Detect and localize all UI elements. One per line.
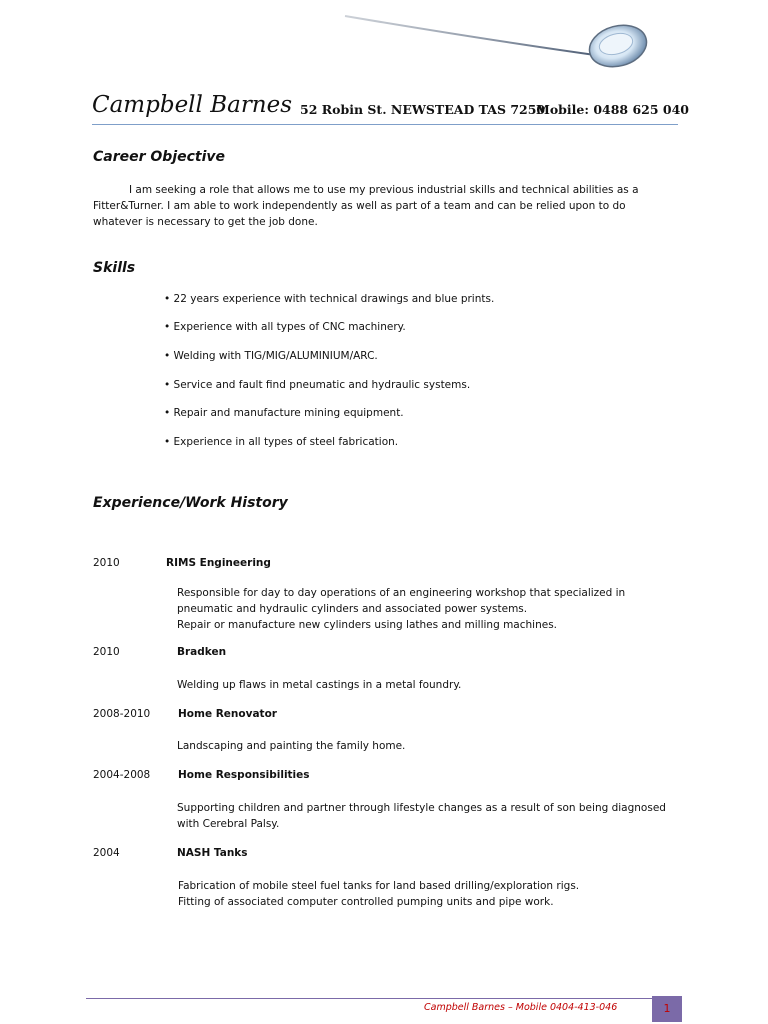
header-divider [92, 124, 678, 125]
skill-item: • Service and fault find pneumatic and hydraulic systems. [164, 379, 471, 391]
candidate-name: Campbell Barnes [92, 92, 293, 118]
job-description-line: Fitting of associated computer controlled pumping units and pipe work. [178, 896, 554, 908]
job-description [177, 677, 461, 693]
job-description-line: Responsible for day to day operations of an engineering workshop that specialized in [177, 587, 626, 599]
page-number: 1 [652, 996, 682, 1022]
job-description-line: Fabrication of mobile steel fuel tanks for land based drilling/exploration rigs. [178, 880, 580, 892]
footer-contact: Campbell Barnes – Mobile 0404-413-046 [424, 1002, 618, 1013]
career-objective-heading: Career Objective [93, 149, 226, 165]
job-description [177, 738, 405, 754]
job-year: 2008-2010 [93, 708, 151, 720]
job-description-line: Welding up flaws in metal castings in a metal foundry. [177, 679, 462, 691]
job-year: 2010 [93, 557, 120, 569]
skills-heading: Skills [93, 260, 136, 276]
mobile-number: Mobile: 0488 625 040 [536, 102, 690, 117]
job-year: 2004-2008 [93, 769, 151, 781]
job-description [178, 878, 579, 910]
job-description-line: Repair or manufacture new cylinders using lathes and milling machines. [177, 619, 557, 631]
job-company: Home Responsibilities [178, 769, 310, 781]
job-year: 2004 [93, 847, 120, 859]
decorative-swoosh-graphic [340, 10, 652, 72]
address: 52 Robin St. NEWSTEAD TAS 7250 [300, 102, 546, 117]
job-description-line: pneumatic and hydraulic cylinders and associated power systems. [177, 603, 528, 615]
skill-item: • Welding with TIG/MIG/ALUMINIUM/ARC. [164, 350, 378, 362]
job-description [177, 585, 625, 633]
objective-line: Fitter&Turner. I am able to work independently as well as part of a team and can be relied upon to do [93, 200, 626, 212]
job-description-line: with Cerebral Palsy. [177, 818, 280, 830]
job-company: RIMS Engineering [166, 557, 271, 569]
objective-line: I am seeking a role that allows me to use my previous industrial skills and technical abilities as a [129, 184, 639, 196]
job-description [177, 800, 666, 832]
job-year: 2010 [93, 646, 120, 658]
job-description-line: Landscaping and painting the family home. [177, 740, 406, 752]
job-company: NASH Tanks [177, 847, 248, 859]
footer-divider [86, 998, 652, 999]
skill-item: • 22 years experience with technical drawings and blue prints. [164, 293, 495, 305]
skill-item: • Experience with all types of CNC machinery. [164, 321, 406, 333]
objective-line: whatever is necessary to get the job done. [93, 216, 318, 228]
job-description-line: Supporting children and partner through lifestyle changes as a result of son being diagnosed [177, 802, 666, 814]
career-objective-text [93, 182, 653, 230]
experience-heading: Experience/Work History [93, 495, 288, 511]
job-company: Home Renovator [178, 708, 277, 720]
skill-item: • Experience in all types of steel fabrication. [164, 436, 399, 448]
skill-item: • Repair and manufacture mining equipment. [164, 407, 404, 419]
job-company: Bradken [177, 646, 227, 658]
